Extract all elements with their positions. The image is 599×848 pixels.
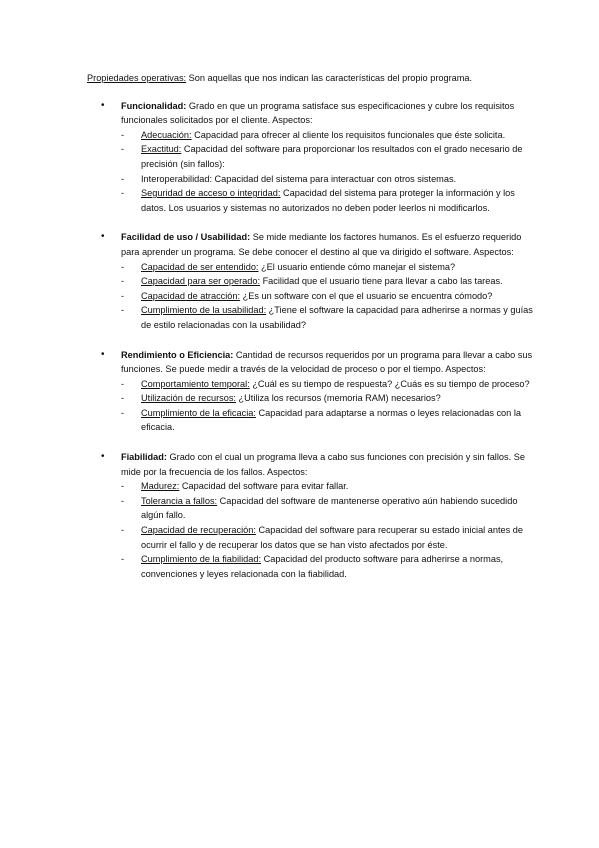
dash-icon: -	[121, 290, 125, 301]
aspect-term: Seguridad de acceso o integridad:	[141, 188, 281, 199]
aspect-item	[121, 128, 539, 143]
dash-icon: -	[121, 495, 125, 506]
dash-icon: -	[121, 481, 125, 492]
dash-icon: -	[121, 407, 125, 418]
section-funcionalidad	[87, 99, 539, 216]
section-text: Cantidad de recursos requeridos por un programa para llevar a cabo sus funciones. Se puede medir a través de la velocidad de proceso o por el tiempo. Aspectos:	[121, 349, 533, 375]
bullet-icon: •	[101, 348, 105, 360]
bullet-icon: •	[101, 451, 105, 463]
aspect-term: Capacidad de recuperación:	[141, 525, 256, 536]
aspect-item	[121, 494, 539, 523]
aspect-text: Capacidad para ofrecer al cliente los requisitos funcionales que éste solicita.	[191, 129, 506, 140]
aspect-text: Capacidad del producto software para adherirse a normas, convenciones y leyes relacionada con la fiabilidad.	[141, 554, 504, 579]
section-text: Grado con el cual un programa lleva a cabo sus funciones con precisión y sin fallos. Se mide por la frecuencia de los fallos. Aspectos:	[121, 452, 525, 477]
aspect-term: Adecuación:	[141, 129, 192, 140]
aspect-term: Cumplimiento de la eficacia:	[141, 407, 256, 418]
aspect-list	[121, 479, 539, 581]
section-heading: Rendimiento o Eficiencia:	[121, 349, 234, 360]
aspect-text: Interoperabilidad: Capacidad del sistema para interactuar con otros sistemas.	[141, 173, 457, 184]
section-heading: Funcionalidad:	[121, 100, 187, 111]
section-paragraph	[121, 348, 539, 377]
dash-icon: -	[121, 305, 125, 316]
aspect-term: Cumplimiento de la fiabilidad:	[141, 554, 262, 565]
section-paragraph	[121, 99, 539, 128]
section-usabilidad	[87, 230, 539, 332]
section-heading: Facilidad de uso / Usabilidad:	[121, 232, 251, 243]
aspect-item	[121, 289, 539, 304]
aspect-term: Cumplimiento de la usabilidad:	[141, 305, 267, 316]
section-paragraph	[121, 450, 539, 479]
aspect-item	[121, 552, 539, 581]
dash-icon: -	[121, 144, 125, 155]
aspect-list	[121, 128, 539, 216]
aspect-term: Tolerancia a fallos:	[141, 495, 218, 506]
aspect-item	[121, 172, 539, 187]
aspect-item	[121, 142, 539, 171]
intro-term: Propiedades operativas:	[87, 73, 187, 83]
dash-icon: -	[121, 554, 125, 565]
bullet-icon: •	[101, 99, 105, 111]
aspect-list	[121, 377, 539, 435]
aspect-text: ¿Tiene el software la capacidad para adherirse a normas y guías de estilo relacionadas con la usabilidad?	[141, 305, 533, 330]
aspect-text: ¿Cuál es su tiempo de respuesta? ¿Cuás es su tiempo de proceso?	[249, 378, 530, 389]
aspect-item	[121, 377, 539, 392]
section-rendimiento	[87, 348, 539, 436]
dash-icon: -	[121, 393, 125, 404]
dash-icon: -	[121, 188, 125, 199]
dash-icon: -	[121, 378, 125, 389]
aspect-item	[121, 186, 539, 215]
aspect-item	[121, 479, 539, 494]
aspect-list	[121, 260, 539, 333]
dash-icon: -	[121, 276, 125, 287]
aspect-item	[121, 406, 539, 435]
intro-text: Son aquellas que nos indican las características del propio programa.	[186, 73, 473, 83]
aspect-text: ¿Es un software con el que el usuario se encuentra cómodo?	[240, 290, 493, 301]
aspect-item	[121, 523, 539, 552]
aspect-term: Utilización de recursos:	[141, 393, 236, 404]
aspect-term: Comportamiento temporal:	[141, 378, 250, 389]
section-paragraph	[121, 230, 539, 259]
bullet-icon: •	[101, 231, 105, 243]
aspect-term: Capacidad de atracción:	[141, 290, 241, 301]
aspect-item	[121, 260, 539, 275]
aspect-item	[121, 391, 539, 406]
aspect-term: Madurez:	[141, 481, 180, 492]
dash-icon: -	[121, 261, 125, 272]
section-heading: Fiabilidad:	[121, 452, 167, 463]
section-text: Grado en que un programa satisface sus especificaciones y cubre los requisitos funcionales solicitados por el cliente. Aspectos:	[121, 100, 515, 126]
aspect-text: Capacidad del software de mantenerse operativo aún habiendo sucedido algún fallo.	[141, 495, 518, 521]
aspect-item	[121, 303, 539, 332]
aspect-item	[121, 274, 539, 289]
aspect-text: ¿Utiliza los recursos (memoria RAM) necesarios?	[235, 393, 441, 404]
aspect-text: Capacidad del software para proporcionar los resultados con el grado necesario de precisión (sin fallos):	[141, 144, 523, 169]
dash-icon: -	[121, 525, 125, 536]
aspect-text: Capacidad del sistema para proteger la información y los datos. Los usuarios y sistemas no autorizados no deben poder leerlos ni modificarlos.	[141, 188, 515, 213]
aspect-text: Capacidad para adaptarse a normas o leyes relacionadas con la eficacia.	[141, 407, 521, 433]
aspect-term: Exactitud:	[141, 144, 182, 155]
dash-icon: -	[121, 173, 125, 184]
dash-icon: -	[121, 129, 125, 140]
section-text: Se mide mediante los factores humanos. Es el esfuerzo requerido para aprender un programa. Se debe conocer el destino al que va dirigido el software. Aspectos:	[121, 232, 522, 257]
intro-paragraph	[87, 71, 539, 86]
aspect-text: Facilidad que el usuario tiene para llevar a cabo las tareas.	[260, 276, 503, 287]
aspect-term: Capacidad de ser entendido:	[141, 261, 259, 272]
aspect-term: Capacidad para ser operado:	[141, 276, 261, 287]
aspect-text: ¿El usuario entiende cómo manejar el sistema?	[258, 261, 456, 272]
aspect-text: Capacidad del software para recuperar su estado inicial antes de ocurrir el fallo y de recuperar los datos que se han visto afectados por éste.	[141, 525, 524, 550]
aspect-text: Capacidad del software para evitar fallar.	[179, 481, 349, 492]
section-fiabilidad	[87, 450, 539, 581]
